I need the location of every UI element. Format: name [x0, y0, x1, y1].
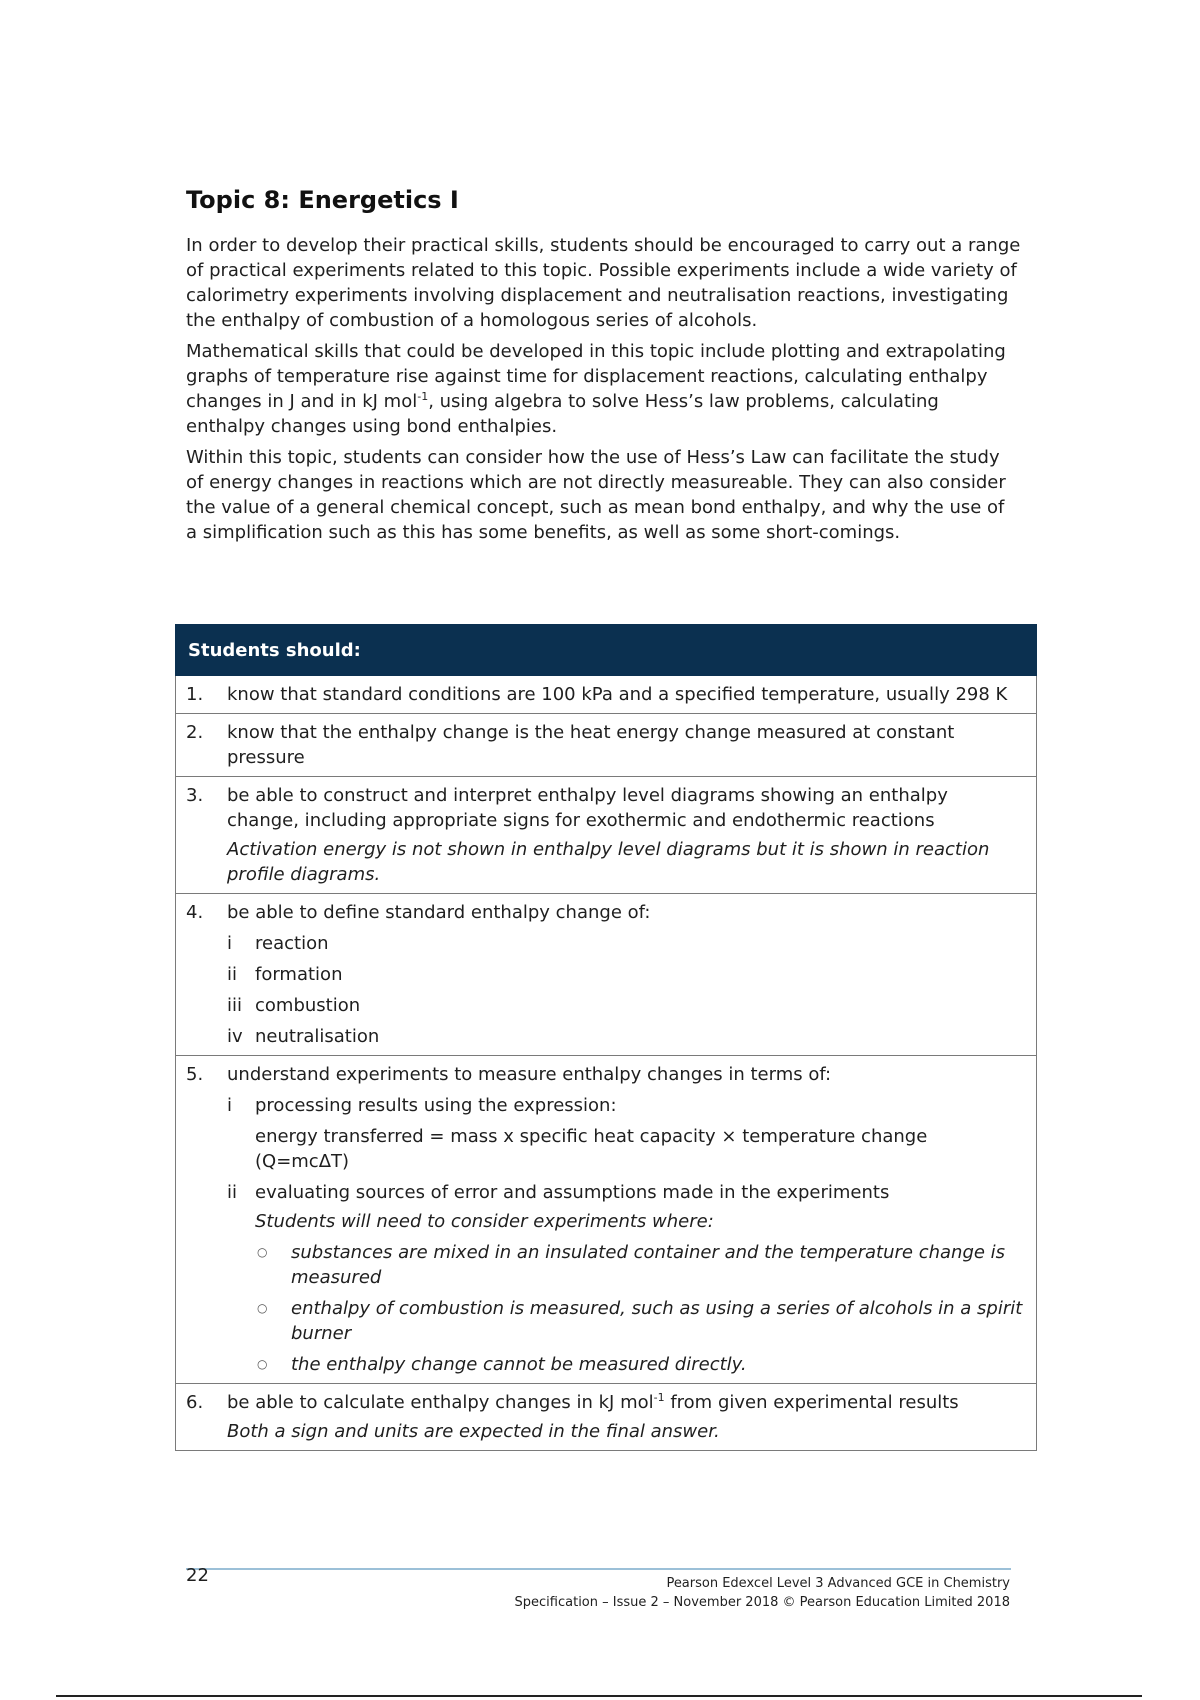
table-row — [176, 1056, 1037, 1384]
intro-paragraph-3: Within this topic, students can consider how the use of Hess’s Law can facilitate the study of energy changes in reactions which are not directly measureable. They can also consider the value of a general chemical concept, such as mean bond enthalpy, and why the use of a simplification such as this has some benefits, as well as some short-comings. — [186, 447, 1006, 543]
intro-section — [186, 233, 1021, 551]
sub-item: processing results using the expression: — [255, 1095, 617, 1116]
sub-item: evaluating sources of error and assumptions made in the experiments — [255, 1182, 890, 1203]
bottom-divider — [56, 1695, 1142, 1697]
item-number: 3. — [186, 785, 204, 806]
intro-paragraph-2 — [186, 339, 1021, 439]
footer-divider — [186, 1568, 1011, 1570]
intro-paragraph-2-text-end: , using algebra to solve Hess’s law problems, calculating enthalpy changes using bond enthalpies. — [186, 391, 939, 437]
item-text — [227, 1390, 1024, 1415]
item-number: 4. — [186, 902, 204, 923]
footer-line-2: Specification – Issue 2 – November 2018 © Pearson Education Limited 2018 — [514, 1595, 1010, 1610]
item-number: 1. — [186, 684, 204, 705]
table-row — [176, 777, 1037, 894]
item-number: 6. — [186, 1392, 204, 1413]
item-note: Activation energy is not shown in enthalpy level diagrams but it is shown in reaction profile diagrams. — [227, 839, 990, 885]
sub-item: neutralisation — [255, 1026, 380, 1047]
circle-bullet-icon: ○ — [257, 1301, 268, 1315]
sub-item: reaction — [255, 933, 329, 954]
footer-line-1: Pearson Edexcel Level 3 Advanced GCE in Chemistry — [666, 1576, 1010, 1591]
table-row — [176, 714, 1037, 777]
sub-numeral: iii — [227, 995, 243, 1016]
page-number: 22 — [186, 1565, 209, 1586]
table-row — [176, 1384, 1037, 1451]
sub-numeral: i — [227, 1095, 233, 1116]
circle-bullet-icon: ○ — [257, 1245, 268, 1259]
sub-numeral: i — [227, 933, 233, 954]
requirements-table — [175, 624, 1037, 1451]
footer-text — [515, 1574, 1010, 1612]
page-title: Topic 8: Energetics I — [186, 186, 459, 214]
intro-paragraph-2-text: Mathematical skills that could be developed in this topic include plotting and extrapolating graphs of temperature rise against time for displacement reactions, calculating enthalpy changes in J and in kJ mol — [186, 341, 1006, 412]
sub-numeral: iv — [227, 1026, 243, 1047]
table-row — [176, 676, 1037, 714]
sub-item: combustion — [255, 995, 361, 1016]
table-row — [176, 894, 1037, 1056]
bullet-text: substances are mixed in an insulated container and the temperature change is measured — [291, 1242, 1006, 1288]
item-text-end: from given experimental results — [664, 1392, 959, 1413]
item-text: know that standard conditions are 100 kPa and a specified temperature, usually 298 K — [227, 684, 1008, 705]
item-number: 2. — [186, 722, 204, 743]
item-number: 5. — [186, 1064, 204, 1085]
sub-item: formation — [255, 964, 343, 985]
item-text: know that the enthalpy change is the heat energy change measured at constant pressure — [227, 722, 955, 768]
intro-paragraph-1: In order to develop their practical skills, students should be encouraged to carry out a range of practical experiments related to this topic. Possible experiments include a wide variety of calorimetry experiments involving displacement and neutralisation reactions, investigating the enthalpy of combustion of a homologous series of alcohols. — [186, 235, 1021, 331]
table-header: Students should: — [176, 625, 1037, 676]
item-text: be able to define standard enthalpy change of: — [227, 902, 651, 923]
circle-bullet-icon: ○ — [257, 1357, 268, 1371]
item-note: Both a sign and units are expected in the final answer. — [227, 1421, 720, 1442]
bullet-text: the enthalpy change cannot be measured directly. — [291, 1354, 747, 1375]
item-text: be able to construct and interpret enthalpy level diagrams showing an enthalpy change, including appropriate signs for exothermic and endothermic reactions — [227, 785, 948, 831]
sub-numeral: ii — [227, 1182, 238, 1203]
formula-text: energy transferred = mass x specific heat capacity × temperature change (Q=mcΔT) — [255, 1126, 928, 1172]
superscript: -1 — [417, 390, 429, 403]
superscript: -1 — [653, 1391, 665, 1404]
sub-numeral: ii — [227, 964, 238, 985]
item-text: understand experiments to measure enthalpy changes in terms of: — [227, 1064, 832, 1085]
item-note: Students will need to consider experiments where: — [255, 1211, 714, 1232]
bullet-text: enthalpy of combustion is measured, such as using a series of alcohols in a spirit burner — [291, 1298, 1023, 1344]
item-text-start: be able to calculate enthalpy changes in kJ mol — [227, 1392, 654, 1413]
